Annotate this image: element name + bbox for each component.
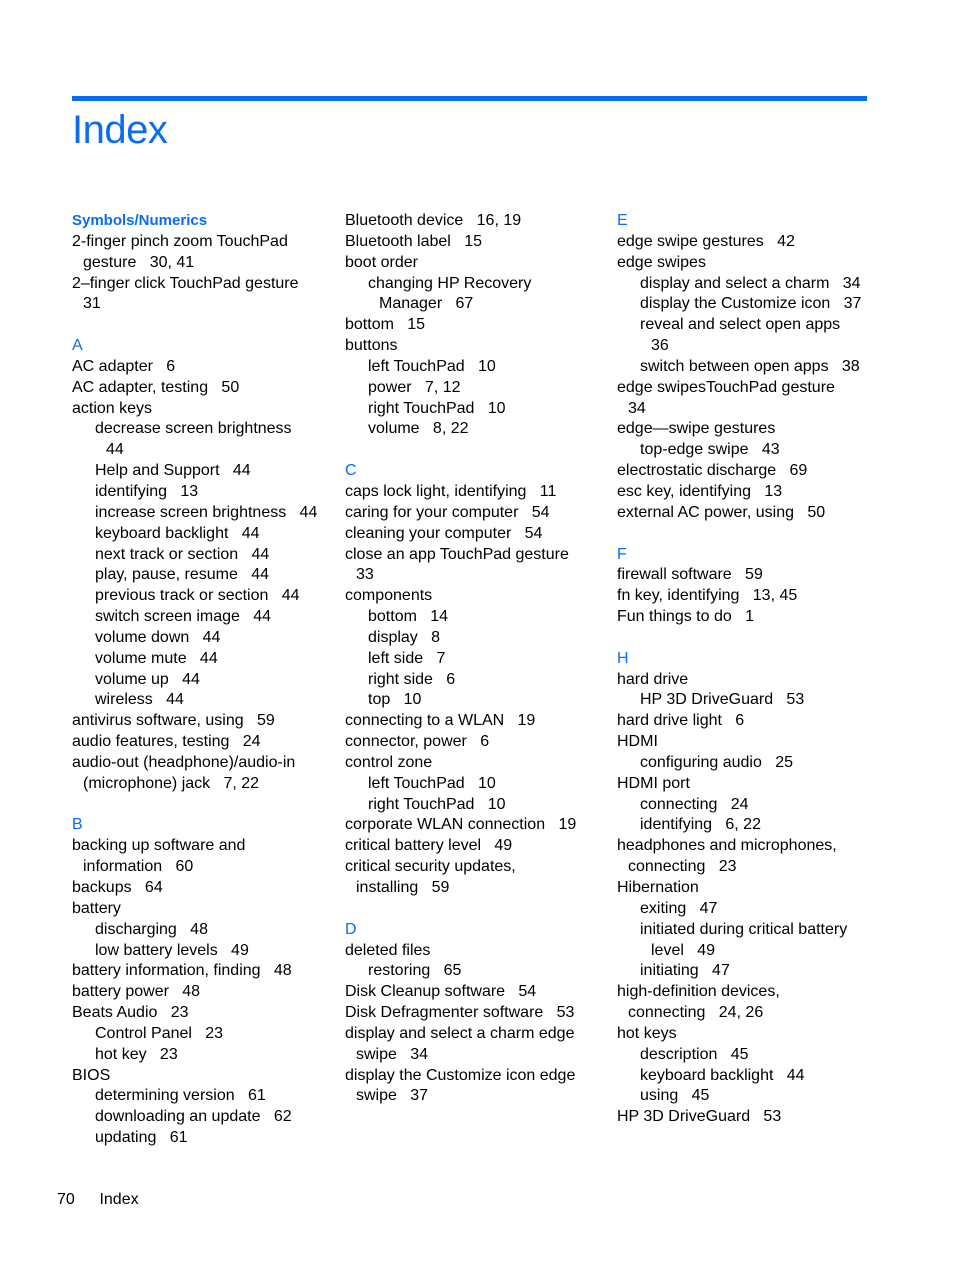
index-subentry: updating 61 [95,1129,188,1147]
index-subentry: identifying 6, 22 [640,816,761,834]
section-letter: A [72,337,83,355]
index-entry: 33 [356,566,374,584]
footer-label: Index [99,1191,139,1208]
index-entry: high-definition devices, [617,983,780,1001]
index-subentry: using 45 [640,1087,710,1105]
index-subentry: switch between open apps 38 [640,357,860,375]
index-entry: control zone [345,753,433,771]
index-entry: (microphone) jack 7, 22 [83,774,260,792]
index-entry: Beats Audio 23 [72,1004,189,1022]
index-entry: HDMI port [617,774,690,792]
index-subentry: volume 8, 22 [368,420,469,438]
index-subentry: switch screen image 44 [95,608,272,626]
index-subentry: bottom 14 [368,608,449,626]
index-entry: components [345,587,433,605]
index-subentry: wireless 44 [95,691,184,709]
index-entry: close an app TouchPad gesture [345,545,569,563]
index-column-2 [345,211,607,1107]
index-subentry: downloading an update 62 [95,1108,292,1126]
index-entry: esc key, identifying 13 [617,482,783,500]
index-entry: firewall software 59 [617,566,763,584]
section-letter: H [617,649,629,667]
index-entry: caps lock light, identifying 11 [345,482,557,500]
index-entry: critical security updates, [345,858,516,876]
section-gap [617,628,879,649]
index-subentry: description 45 [640,1045,749,1063]
index-subentry: volume mute 44 [95,649,218,667]
index-subentry: left TouchPad 10 [368,357,496,375]
index-subentry: play, pause, resume 44 [95,566,270,584]
index-entry: boot order [345,253,418,271]
index-subentry: changing HP Recovery [368,274,532,292]
index-entry: HDMI [617,733,658,751]
index-entry: fn key, identifying 13, 45 [617,587,798,605]
index-entry: action keys [72,399,153,417]
index-subentry: display the Customize icon 37 [640,295,862,313]
index-entry: connecting 23 [628,858,737,876]
index-entry: AC adapter, testing 50 [72,378,240,396]
index-entry: edge—swipe gestures [617,420,776,438]
index-subentry: restoring 65 [368,962,462,980]
index-entry: connector, power 6 [345,733,490,751]
index-entry: HP 3D DriveGuard 53 [617,1108,782,1126]
index-subentry: HP 3D DriveGuard 53 [640,691,805,709]
index-entry: hard drive [617,670,689,688]
index-subentry: Help and Support 44 [95,462,251,480]
index-subentry: initiating 47 [640,962,730,980]
title-rule [72,96,867,101]
index-subentry: level 49 [651,941,716,959]
index-entry: display the Customize icon edge [345,1066,576,1084]
index-entry: hard drive light 6 [617,712,745,730]
index-subentry: decrease screen brightness [95,420,292,438]
index-entry: Disk Cleanup software 54 [345,983,537,1001]
index-subentry: 36 [651,337,669,355]
index-subentry: initiated during critical battery [640,920,848,938]
index-subentry: connecting 24 [640,795,749,813]
index-entry: external AC power, using 50 [617,503,826,521]
section-letter: F [617,545,627,563]
section-heading: Symbols/Numerics [72,212,208,229]
index-subentry: top-edge swipe 43 [640,441,780,459]
index-entry: audio-out (headphone)/audio-in [72,753,296,771]
index-subentry: Control Panel 23 [95,1024,224,1042]
index-subentry: volume down 44 [95,628,221,646]
index-entry: buttons [345,337,398,355]
index-column-3 [617,211,879,1128]
section-letter: E [617,212,628,229]
index-subentry: hot key 23 [95,1045,178,1063]
index-entry: installing 59 [356,879,450,896]
index-entry: corporate WLAN connection 19 [345,816,577,834]
index-entry: audio features, testing 24 [72,733,261,751]
index-entry: swipe 37 [356,1087,429,1105]
index-entry: connecting 24, 26 [628,1004,764,1022]
index-entry: swipe 34 [356,1045,429,1063]
index-entry: BIOS [72,1066,111,1084]
section-letter: C [345,462,357,480]
index-subentry: left TouchPad 10 [368,774,496,792]
section-gap [72,795,334,816]
index-entry: edge swipe gestures 42 [617,232,795,250]
page-footer [57,1190,139,1210]
section-gap [345,899,607,920]
index-entry: cleaning your computer 54 [345,524,543,542]
index-entry: 31 [83,295,101,313]
index-subentry: left side 7 [368,649,446,667]
index-entry: caring for your computer 54 [345,503,550,521]
page-number: 70 [57,1191,75,1208]
index-subentry: previous track or section 44 [95,587,300,605]
index-entry: information 60 [83,858,194,876]
index-entry: AC adapter 6 [72,357,176,375]
index-subentry: display and select a charm 34 [640,274,861,292]
index-subentry: next track or section 44 [95,545,270,563]
index-subentry: volume up 44 [95,670,200,688]
index-entry: connecting to a WLAN 19 [345,712,536,730]
index-entry: battery information, finding 48 [72,962,292,980]
index-subentry: display 8 [368,628,441,646]
index-entry: antivirus software, using 59 [72,712,275,730]
index-entry: hot keys [617,1024,677,1042]
section-letter: D [345,920,357,938]
index-subentry: reveal and select open apps [640,316,841,334]
index-entry: Fun things to do 1 [617,608,754,626]
index-subentry: exiting 47 [640,899,718,917]
section-gap [345,440,607,461]
section-gap [72,315,334,336]
index-entry: deleted files [345,941,431,959]
index-entry: Bluetooth label 15 [345,232,482,250]
index-subentry: top 10 [368,691,422,709]
index-entry: Bluetooth device 16, 19 [345,212,522,229]
index-subentry: low battery levels 49 [95,941,249,959]
index-subentry: power 7, 12 [368,378,461,396]
index-entry: backing up software and [72,837,246,855]
index-subentry: 44 [106,441,124,459]
index-entry: battery power 48 [72,983,201,1001]
index-subentry: increase screen brightness 44 [95,503,318,521]
index-subentry: identifying 13 [95,482,199,500]
index-subentry: Manager 67 [379,295,474,313]
index-entry: bottom 15 [345,316,426,334]
index-entry: display and select a charm edge [345,1024,575,1042]
index-entry: Disk Defragmenter software 53 [345,1004,575,1022]
index-subentry: configuring audio 25 [640,753,793,771]
index-subentry: keyboard backlight 44 [640,1066,805,1084]
index-entry: 2-finger pinch zoom TouchPad [72,232,288,250]
index-subentry: right side 6 [368,670,456,688]
index-subentry: determining version 61 [95,1087,266,1105]
index-entry: battery [72,899,121,917]
index-entry: backups 64 [72,879,163,896]
index-entry: gesture 30, 41 [83,253,195,271]
index-entry: critical battery level 49 [345,837,513,855]
index-entry: 34 [628,399,646,417]
index-entry: Hibernation [617,879,699,896]
index-subentry: right TouchPad 10 [368,795,506,813]
page-title: Index [72,108,168,152]
index-subentry: discharging 48 [95,920,208,938]
index-entry: headphones and microphones, [617,837,837,855]
section-letter: B [72,816,83,834]
index-entry: edge swipes [617,253,706,271]
index-subentry: right TouchPad 10 [368,399,506,417]
index-entry: edge swipesTouchPad gesture [617,378,835,396]
section-gap [617,524,879,545]
index-subentry: keyboard backlight 44 [95,524,260,542]
index-entry: electrostatic discharge 69 [617,462,808,480]
index-entry: 2–finger click TouchPad gesture [72,274,299,292]
index-column-1 [72,211,334,1149]
